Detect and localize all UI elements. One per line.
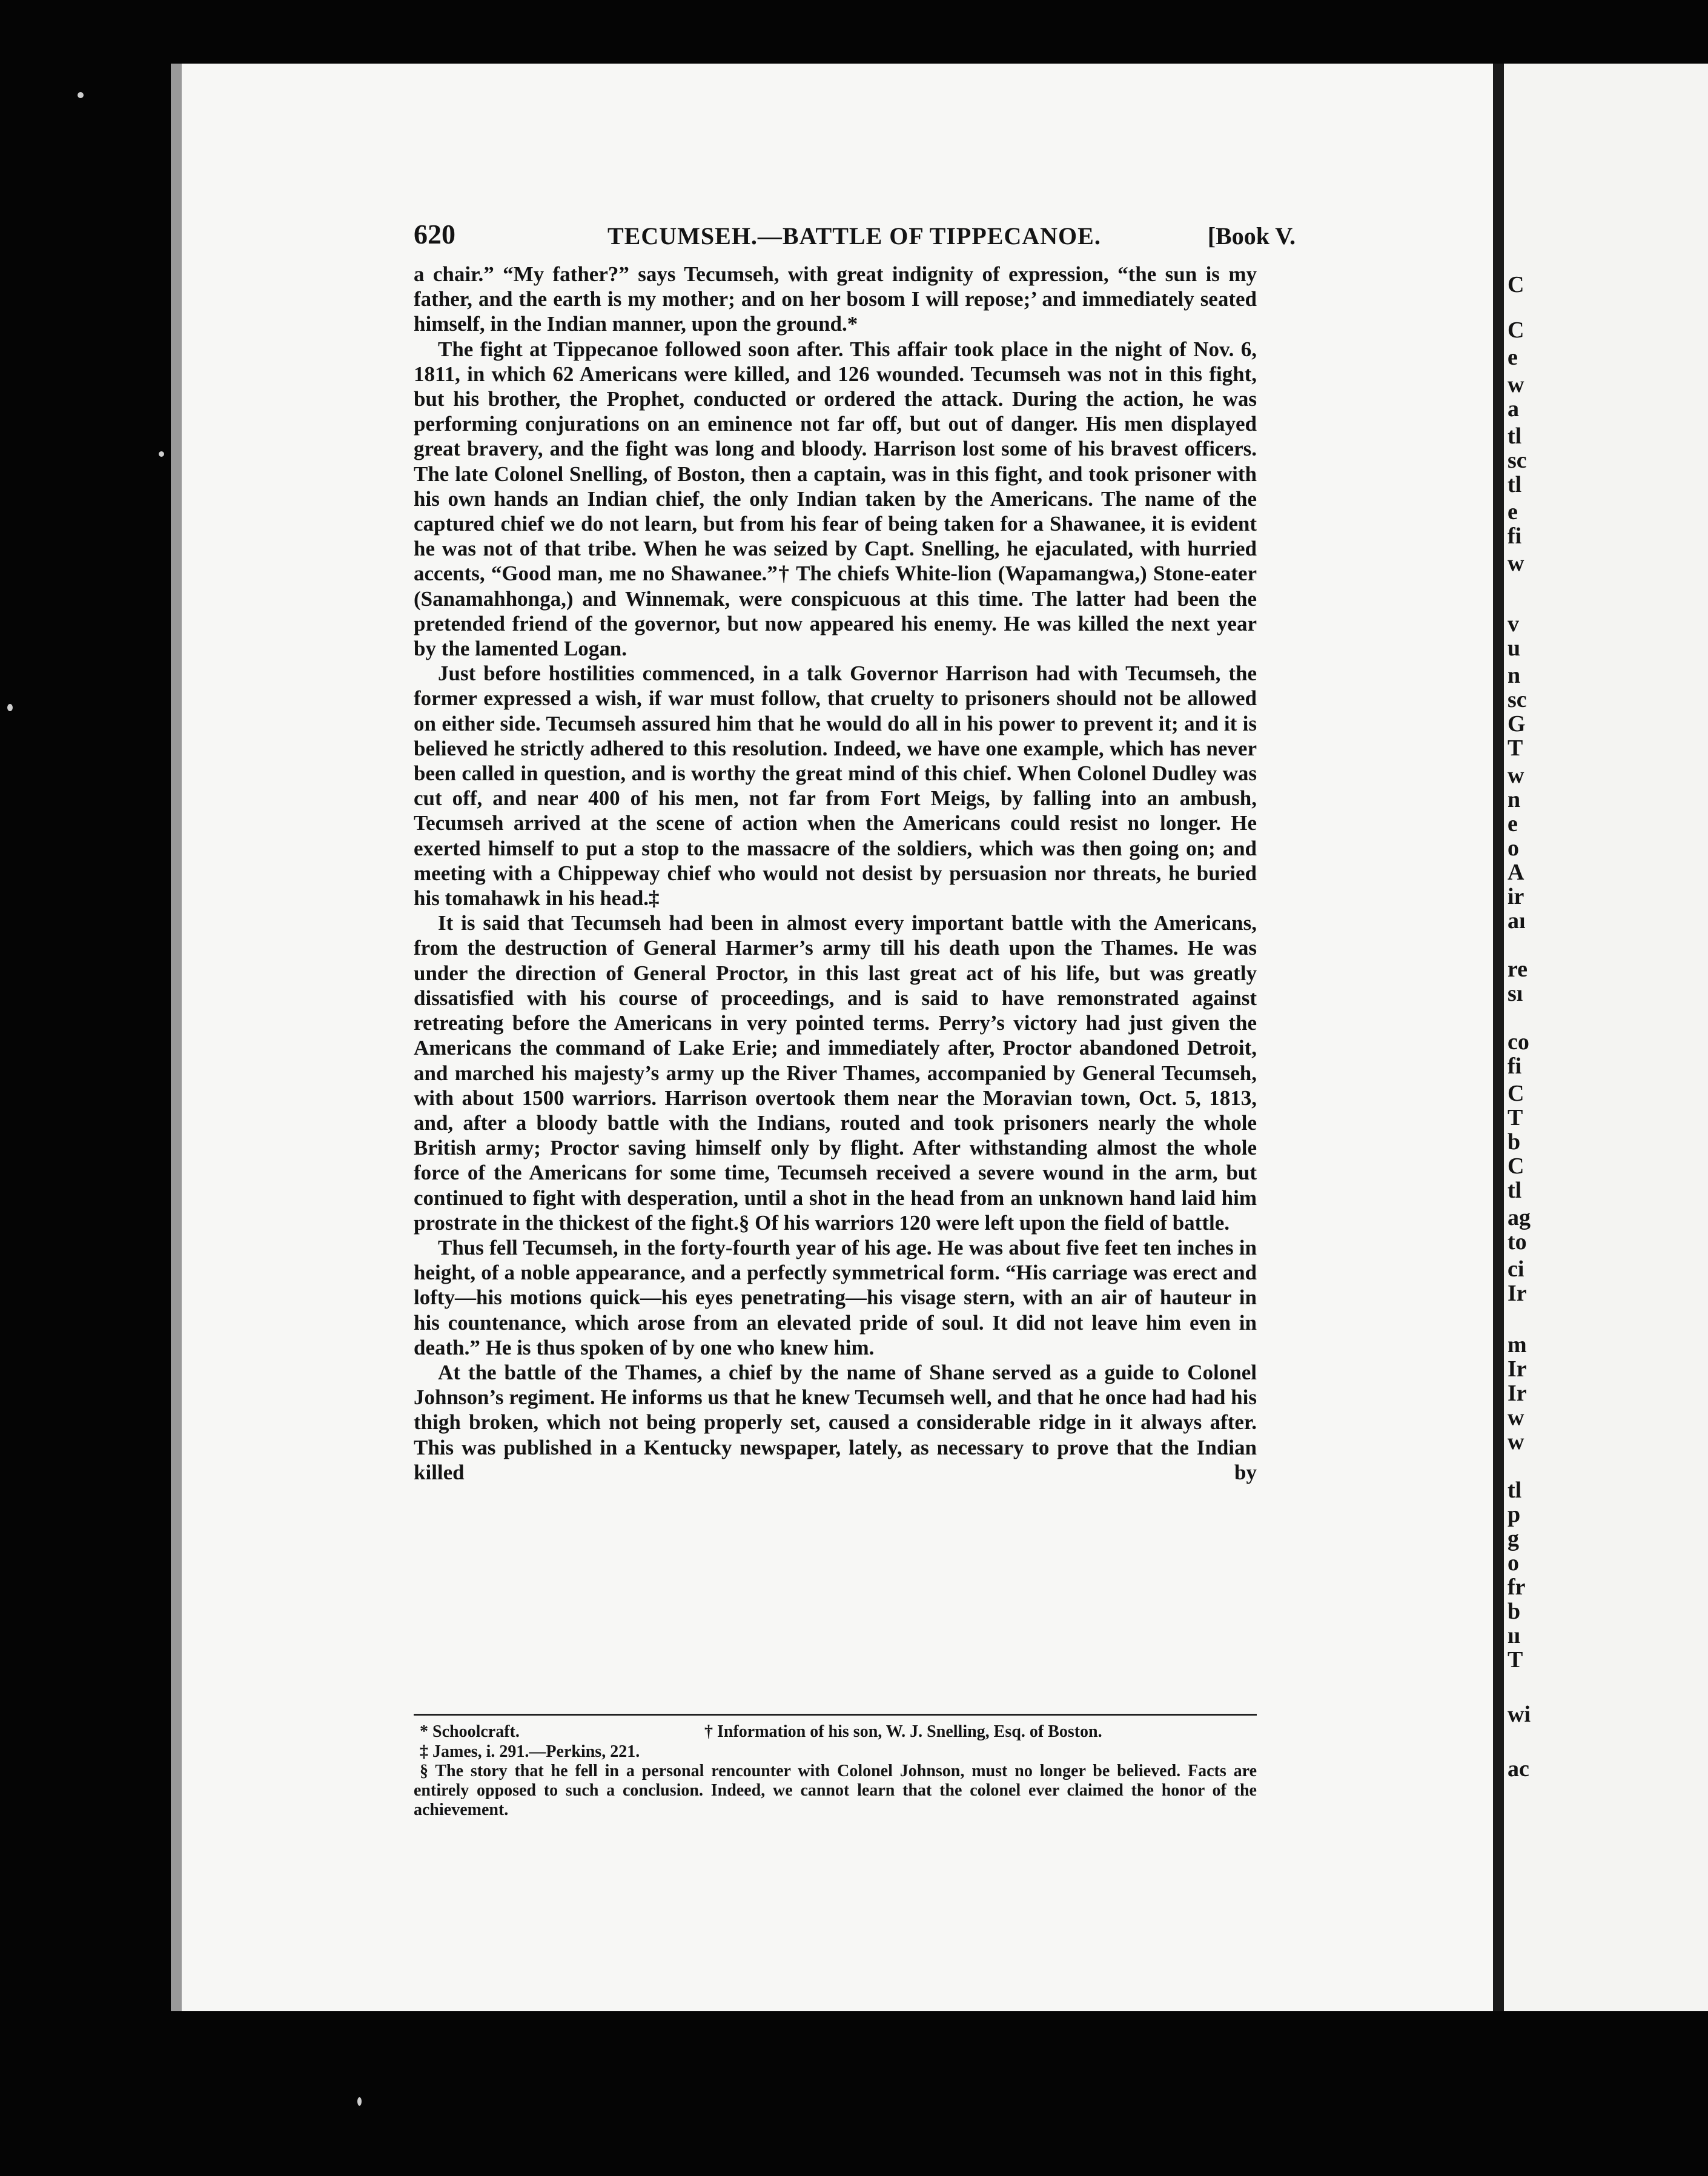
footnotes [414, 1722, 1257, 1820]
facing-page-fragment: Ir [1508, 1281, 1527, 1306]
running-title: TECUMSEH.—BATTLE OF TIPPECANOE. [607, 222, 1101, 250]
footnote-rule [414, 1714, 1257, 1716]
facing-page-fragment: aı [1508, 908, 1526, 934]
paragraph-1: a chair.” “My father?” says Tecumseh, with great indignity of expression, “the sun is my father, and the earth is my mother; and on her bosom I will repose;’ and immediately seated himself, in the Indian manner, upon the ground.* [414, 262, 1257, 336]
facing-page-fragment: T [1508, 1647, 1523, 1673]
facing-page-fragment: C [1508, 317, 1524, 343]
page-header [414, 218, 1296, 254]
footnote-1: * Schoolcraft. [420, 1722, 520, 1741]
footnote-row [414, 1722, 1257, 1742]
facing-page-fragment: ci [1508, 1256, 1524, 1282]
footnote-3: ‡ James, i. 291.—Perkins, 221. [420, 1742, 640, 1761]
facing-page-fragment: p [1508, 1502, 1521, 1527]
facing-page-fragment: fi [1508, 1053, 1522, 1079]
paragraph-6: At the battle of the Thames, a chief by the name of Shane served as a guide to Colonel Johnson’s regiment. He informs us that he knew Tecumseh well, and that he once had had his thigh broken, which not being properly set, caused a considerable ridge in it always after. This was published in a Kentucky newspaper, lately, as necessary to prove that the Indian killed by [414, 1360, 1257, 1484]
paragraph-4: It is said that Tecumseh had been in almost every important battle with the Americans, from the destruction of General Harmer’s army till his death upon the Thames. He was under the direction of General Proctor, in this last great act of his life, but was greatly dissatisfied with his course of proceedings, and is said to have remonstrated against retreating before the Americans in very pointed terms. Perry’s victory had just given the Americans the command of Lake Erie; and immediately after, Proctor abandoned Detroit, and marched his majesty’s army up the River Thames, accompanied by General Tecumseh, with about 1500 warriors. Harrison overtook them near the Moravian town, Oct. 5, 1813, and, after a bloody battle with the Indians, routed and took prisoners nearly the whole British army; Proctor saving himself only by flight. After withstanding almost the whole force of the Americans for some time, Tecumseh received a severe wound in the arm, but continued to fight with desperation, until a shot in the head from an unknown hand laid him prostrate in the thickest of the fight.§ Of his warriors 120 were left upon the field of battle. [414, 911, 1257, 1235]
facing-page [1493, 64, 1708, 2011]
facing-page-fragment: tl [1508, 1178, 1522, 1203]
footnote-4: § The story that he fell in a personal rencounter with Colonel Johnson, must no longer be believed. Facts are entirely opposed to such a conclusion. Indeed, we cannot learn that the colonel ever claimed the honor of the achievement. [414, 1762, 1257, 1819]
paragraph-5: Thus fell Tecumseh, in the forty-fourth year of his age. He was about five feet ten inches in height, of a noble appearance, and a perfectly symmetrical form. “His carriage was erect and lofty—his motions quick—his eyes penetrating—his visage stern, with an air of hauteur in his countenance, which arose from an elevated pride of soul. It did not leave him even in death.” He is thus spoken of by one who knew him. [414, 1235, 1257, 1359]
facing-page-fragment: A [1508, 860, 1524, 885]
facing-page-fragment: ag [1508, 1205, 1531, 1230]
facing-page-fragment: w [1508, 372, 1524, 397]
facing-page-fragment: Ir [1508, 1381, 1527, 1406]
facing-page-fragment: n [1508, 663, 1521, 688]
facing-page-fragment: o [1508, 835, 1519, 861]
facing-page-fragment: sc [1508, 687, 1527, 712]
facing-page-fragment: w [1508, 1405, 1524, 1430]
facing-page-fragment: o [1508, 1550, 1519, 1576]
book-label: [Book V. [1207, 222, 1296, 250]
facing-page-fragment: g [1508, 1526, 1519, 1551]
page-number: 620 [414, 219, 455, 250]
facing-page-fragment: fr [1508, 1574, 1526, 1600]
facing-page-fragment: C [1508, 1081, 1524, 1106]
facing-page-fragment: w [1508, 1429, 1524, 1455]
facing-page-fragment: b [1508, 1129, 1521, 1155]
facing-page-fragment: ir [1508, 884, 1524, 909]
facing-page-fragment: re [1508, 957, 1528, 982]
facing-page-fragment: C [1508, 1153, 1524, 1179]
facing-page-fragment: e [1508, 499, 1518, 525]
body-text [414, 262, 1257, 1485]
footnote-2: † Information of his son, W. J. Snelling, Esq. of Boston. [704, 1722, 1102, 1741]
facing-page-fragment: w [1508, 551, 1524, 576]
facing-page-fragment: to [1508, 1229, 1527, 1255]
facing-page-fragment: b [1508, 1599, 1521, 1624]
facing-page-fragment: Ir [1508, 1356, 1527, 1382]
facing-page-fragment: e [1508, 811, 1518, 837]
facing-page-fragment: T [1508, 1105, 1523, 1130]
facing-page-fragment: tl [1508, 423, 1522, 449]
facing-page-fragment: wi [1508, 1702, 1531, 1727]
facing-page-fragment: m [1508, 1332, 1527, 1358]
facing-page-fragment: fi [1508, 523, 1522, 549]
facing-page-fragment: w [1508, 763, 1524, 788]
facing-page-fragment: e [1508, 345, 1518, 370]
dust-speck [159, 451, 164, 457]
paragraph-3: Just before hostilities commenced, in a talk Governor Harrison had with Tecumseh, the former expressed a wish, if war must follow, that cruelty to prisoners should not be allowed on either side. Tecumseh assured him that he would do all in his power to prevent it; and it is believed he strictly adhered to this resolution. Indeed, we have one example, which has never been called in question, and is worthy the great mind of this chief. When Colonel Dudley was cut off, and near 400 of his men, not far from Fort Meigs, by falling into an ambush, Tecumseh arrived at the scene of action when the Americans could resist no longer. He exerted himself to put a stop to the massacre of the soldiers, which was then going on; and meeting with a Chippeway chief who would not desist by persuasion nor threats, he buried his tomahawk in his head.‡ [414, 662, 1257, 911]
facing-page-fragment: T [1508, 735, 1523, 761]
facing-page-fragment: a [1508, 396, 1519, 422]
facing-page-fragment: sı [1508, 981, 1523, 1006]
facing-page-fragment: v [1508, 611, 1519, 637]
facing-page-fragment: u [1508, 635, 1521, 661]
facing-page-fragment: co [1508, 1029, 1529, 1055]
facing-page-fragment: n [1508, 787, 1521, 812]
facing-page-fragment: tl [1508, 472, 1522, 497]
facing-page-fragment: C [1508, 272, 1524, 297]
book-spine [1493, 64, 1504, 2011]
facing-page-fragment: ıı [1508, 1623, 1521, 1648]
facing-page-fragment: G [1508, 711, 1526, 737]
facing-page-fragment: sc [1508, 448, 1527, 473]
facing-page-fragment: tl [1508, 1478, 1522, 1503]
dust-speck [357, 2097, 362, 2106]
dust-speck [78, 92, 84, 98]
paragraph-2: The fight at Tippecanoe followed soon after. This affair took place in the night of Nov. 6, 1811, in which 62 Americans were killed, and 126 wounded. Tecumseh was not in this fight, but his brother, the Prophet, conducted or ordered the attack. During the action, he was performing conjurations on an eminence not far off, but out of danger. His men displayed great bravery, and the fight was long and bloody. Harrison lost some of his bravest officers. The late Colonel Snelling, of Boston, then a captain, was in this fight, and took prisoner with his own hands an Indian chief, the only Indian taken by the Americans. The name of the captured chief we do not learn, but from his fear of being taken for a Shawanee, it is evident he was not of that tribe. When he was seized by Capt. Snelling, he ejaculated, with hurried accents, “Good man, me no Shawanee.”† The chiefs White-lion (Wapamangwa,) Stone-eater (Sanamahhonga,) and Winnemak, were conspicuous at this time. The latter had been the pretended friend of the governor, but now appeared his enemy. He was killed the next year by the lamented Logan. [414, 337, 1257, 661]
facing-page-fragment: ac [1508, 1756, 1529, 1782]
dust-speck [7, 704, 13, 711]
